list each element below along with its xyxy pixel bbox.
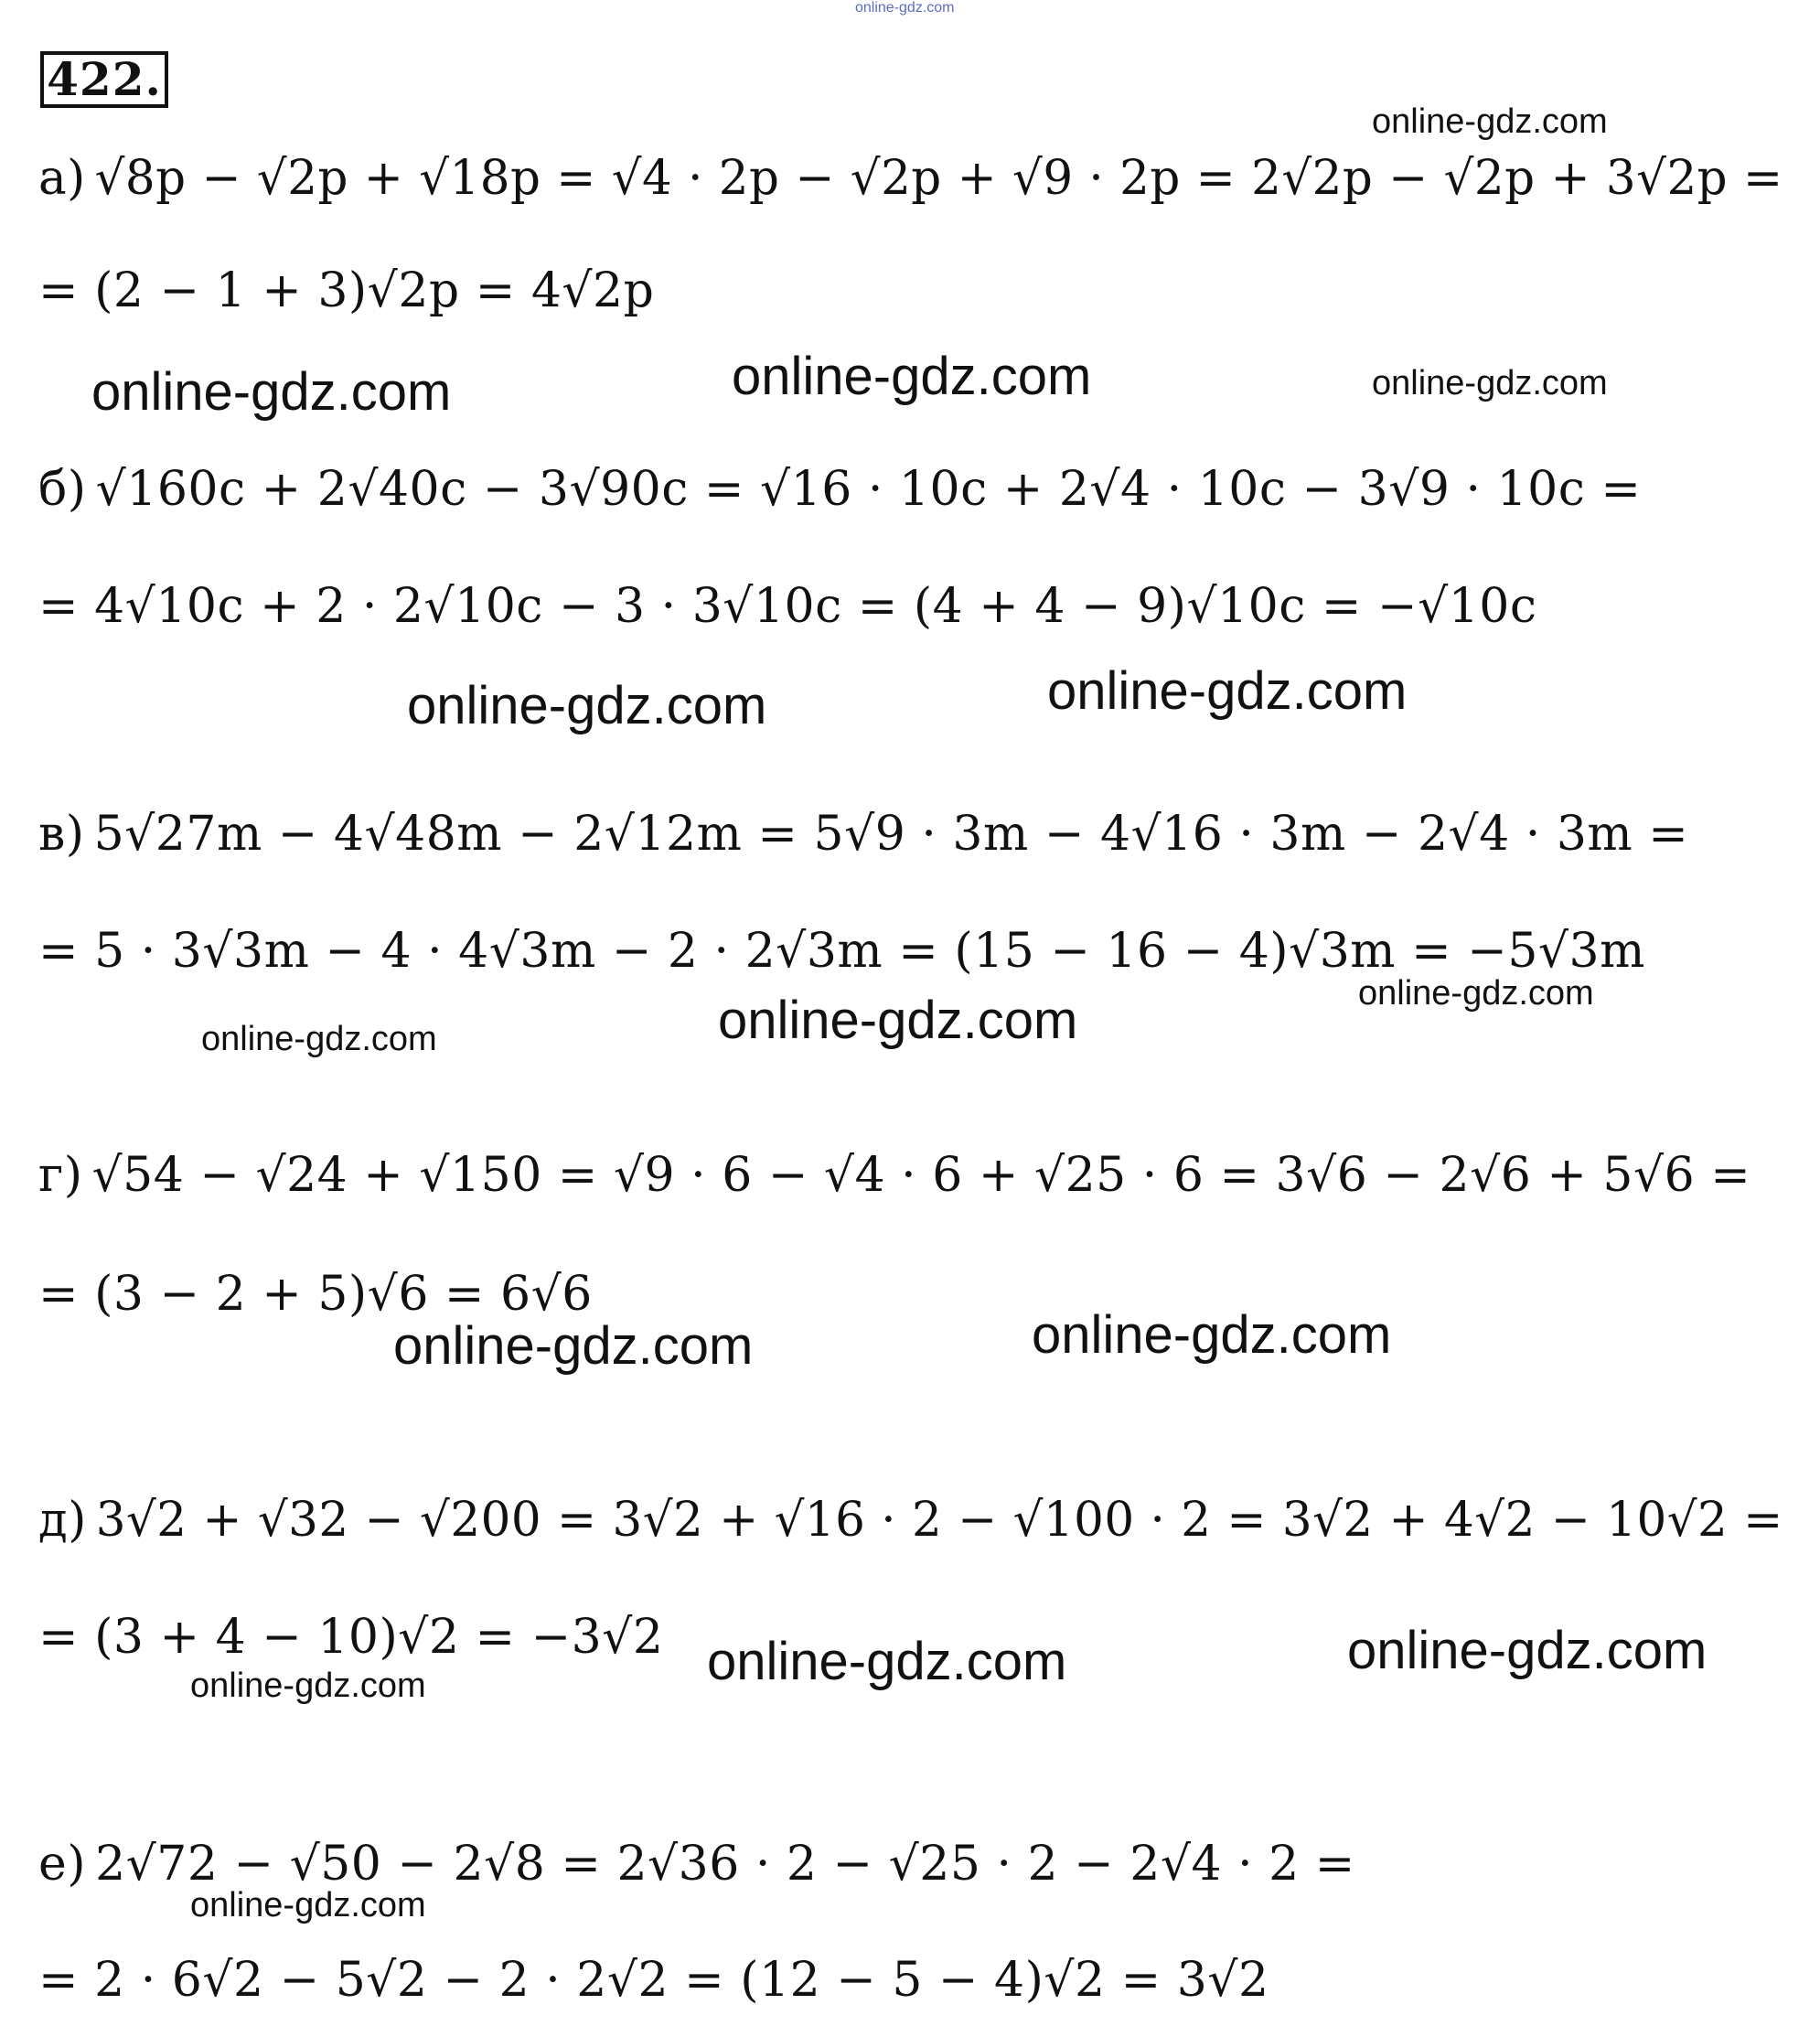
part-a-line-2: = (2 − 1 + 3)√2p = 4√2p: [38, 263, 655, 318]
problem-number: 422.: [40, 51, 168, 108]
watermark: online-gdz.com: [1372, 364, 1608, 402]
watermark: online-gdz.com: [91, 362, 452, 422]
part-e-line-2: = 2 · 6√2 − 5√2 − 2 · 2√2 = (12 − 5 − 4)√2 = 3√2: [38, 1953, 1269, 2008]
watermark: online-gdz.com: [393, 1316, 754, 1376]
part-b-label: б): [38, 462, 87, 517]
part-d-expression-1: 3√2 + √32 − √200 = 3√2 + √16 · 2 − √100 · 2 = 3√2 + 4√2 − 10√2 =: [95, 1493, 1783, 1548]
watermark: online-gdz.com: [718, 991, 1078, 1050]
watermark: online-gdz.com: [732, 347, 1092, 406]
part-g-line-2: = (3 − 2 + 5)√6 = 6√6: [38, 1267, 593, 1322]
watermark: online-gdz.com: [1372, 102, 1608, 141]
watermark: online-gdz.com: [1047, 661, 1408, 721]
part-a-expression-1: √8p − √2p + √18p = √4 · 2p − √2p + √9 · 2p = 2√2p − √2p + 3√2p =: [94, 151, 1783, 206]
watermark: online-gdz.com: [1358, 974, 1594, 1013]
watermark: online-gdz.com: [201, 1020, 437, 1058]
part-e-label: е): [38, 1837, 87, 1892]
watermark: online-gdz.com: [1032, 1305, 1392, 1365]
part-e-expression-1: 2√72 − √50 − 2√8 = 2√36 · 2 − √25 · 2 − 2√4 · 2 =: [95, 1837, 1355, 1892]
watermark: online-gdz.com: [407, 676, 767, 735]
part-e-line-1: [38, 1837, 1355, 1892]
part-a-line-1: [38, 151, 1783, 206]
part-b-line-2: = 4√10c + 2 · 2√10c − 3 · 3√10c = (4 + 4 − 9)√10c = −√10c: [38, 579, 1537, 634]
part-v-line-1: [38, 807, 1688, 862]
part-b-expression-1: √160c + 2√40c − 3√90c = √16 · 10c + 2√4 · 10c − 3√9 · 10c =: [95, 462, 1642, 517]
part-v-expression-1: 5√27m − 4√48m − 2√12m = 5√9 · 3m − 4√16 · 3m − 2√4 · 3m =: [93, 807, 1689, 862]
part-g-expression-1: √54 − √24 + √150 = √9 · 6 − √4 · 6 + √25 · 6 = 3√6 − 2√6 + 5√6 =: [91, 1148, 1751, 1203]
watermark: online-gdz.com: [190, 1886, 426, 1924]
part-v-line-2: = 5 · 3√3m − 4 · 4√3m − 2 · 2√3m = (15 − 16 − 4)√3m = −5√3m: [38, 924, 1645, 979]
watermark: online-gdz.com: [1347, 1621, 1708, 1680]
watermark: online-gdz.com: [707, 1632, 1067, 1691]
part-d-line-2: = (3 + 4 − 10)√2 = −3√2: [38, 1610, 664, 1665]
part-d-line-1: [38, 1493, 1783, 1548]
part-g-label: г): [38, 1148, 83, 1203]
part-v-label: в): [38, 807, 85, 862]
site-label-top: online-gdz.com: [855, 0, 955, 16]
watermark: online-gdz.com: [190, 1667, 426, 1705]
part-b-line-1: [38, 462, 1641, 517]
part-a-label: а): [38, 151, 86, 206]
part-g-line-1: [38, 1148, 1750, 1203]
part-d-label: д): [38, 1493, 87, 1548]
